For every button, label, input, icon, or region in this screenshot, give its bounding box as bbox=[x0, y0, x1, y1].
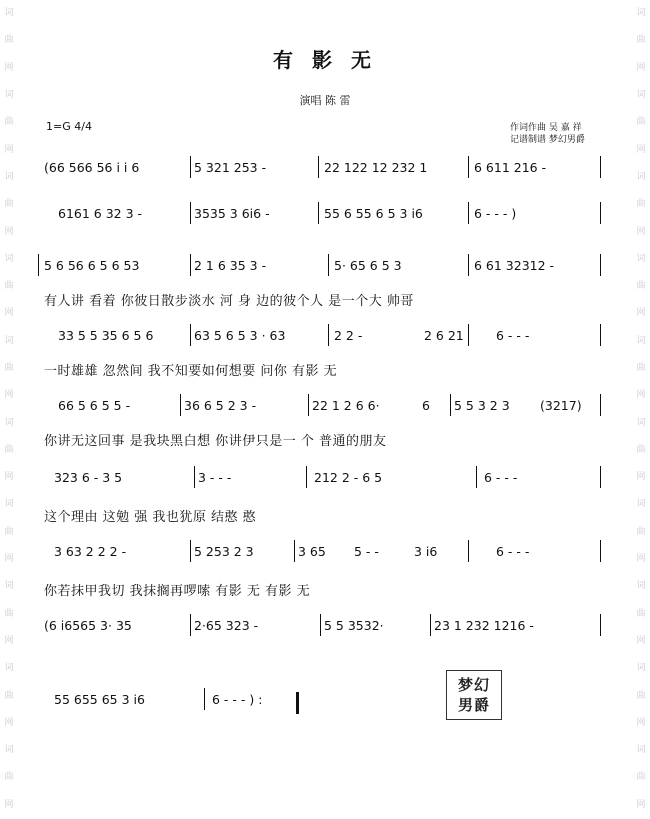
bar-line bbox=[468, 254, 469, 276]
watermark-glyph: 网 bbox=[636, 472, 646, 483]
measure-notation: 6 61 32312 - bbox=[474, 258, 555, 273]
bar-line bbox=[194, 466, 195, 488]
measure-notation: 5 6 56 6 5 6 53 bbox=[44, 258, 140, 273]
bar-line bbox=[600, 466, 601, 488]
bar-line bbox=[190, 324, 191, 346]
bar-line bbox=[600, 540, 601, 562]
bar-line bbox=[328, 324, 329, 346]
watermark-glyph: 词 bbox=[4, 90, 14, 101]
measure-notation: 33 5 5 35 6 5 6 bbox=[58, 328, 154, 343]
measure-notation: 5· 65 6 5 3 bbox=[334, 258, 402, 273]
bar-line bbox=[468, 202, 469, 224]
measure-notation: 2·65 323 - bbox=[194, 618, 259, 633]
bar-line bbox=[306, 466, 307, 488]
watermark-glyph: 网 bbox=[4, 308, 14, 319]
watermark-glyph: 网 bbox=[4, 472, 14, 483]
measure-notation: 6 - - - bbox=[496, 544, 530, 559]
measure-notation: 3 63 2 2 2 - bbox=[54, 544, 127, 559]
bar-line bbox=[600, 614, 601, 636]
watermark-glyph: 网 bbox=[4, 226, 14, 237]
score-staff-line bbox=[44, 328, 604, 348]
watermark-glyph: 词 bbox=[4, 8, 14, 19]
key-signature: 1=G 4/4 bbox=[46, 120, 92, 133]
measure-notation: 2 1 6 35 3 - bbox=[194, 258, 267, 273]
watermark-glyph: 曲 bbox=[4, 281, 14, 292]
watermark-glyph: 词 bbox=[4, 581, 14, 592]
watermark-glyph: 曲 bbox=[4, 35, 14, 46]
watermark-glyph: 词 bbox=[4, 499, 14, 510]
measure-notation: 2 2 - bbox=[334, 328, 363, 343]
watermark-glyph: 网 bbox=[636, 308, 646, 319]
watermark-glyph: 词 bbox=[636, 335, 646, 346]
bar-line bbox=[308, 394, 309, 416]
watermark-glyph: 网 bbox=[636, 799, 646, 810]
watermark-glyph: 网 bbox=[4, 635, 14, 646]
bar-line bbox=[450, 394, 451, 416]
bar-line bbox=[190, 254, 191, 276]
measure-notation: 5 - - bbox=[354, 544, 379, 559]
measure-notation: 3 65 bbox=[298, 544, 326, 559]
measure-notation: 3 - - - bbox=[198, 470, 232, 485]
bar-line bbox=[430, 614, 431, 636]
watermark-glyph: 曲 bbox=[4, 117, 14, 128]
measure-notation: (3217) bbox=[540, 398, 582, 413]
watermark-glyph: 词 bbox=[4, 335, 14, 346]
measure-notation: 3 i6 bbox=[414, 544, 438, 559]
bar-line bbox=[600, 156, 601, 178]
measure-notation: 55 6 55 6 5 3 i6 bbox=[324, 206, 423, 221]
score-staff-line bbox=[44, 618, 604, 638]
bar-line bbox=[600, 202, 601, 224]
watermark-glyph: 词 bbox=[4, 745, 14, 756]
watermark-glyph: 曲 bbox=[4, 608, 14, 619]
bar-line bbox=[600, 254, 601, 276]
watermark-glyph: 词 bbox=[636, 417, 646, 428]
bar-line bbox=[600, 394, 601, 416]
watermark-glyph: 网 bbox=[4, 62, 14, 73]
bar-line bbox=[190, 202, 191, 224]
watermark-glyph: 网 bbox=[636, 635, 646, 646]
measure-notation: 5 253 2 3 bbox=[194, 544, 254, 559]
measure-notation: 6 - - - ) : bbox=[212, 692, 263, 707]
measure-notation: 323 6 - 3 5 bbox=[54, 470, 123, 485]
watermark-glyph: 网 bbox=[636, 390, 646, 401]
watermark-glyph: 曲 bbox=[636, 772, 646, 783]
watermark-glyph: 网 bbox=[4, 554, 14, 565]
watermark-glyph: 网 bbox=[4, 144, 14, 155]
watermark-glyph: 词 bbox=[636, 663, 646, 674]
lyric-line: 一时雄雄 忽然间 我不知要如何想要 问你 有影 无 bbox=[44, 364, 338, 379]
bar-line bbox=[468, 156, 469, 178]
lyric-line: 这个理由 这勉 强 我也犹原 结憨 憨 bbox=[44, 510, 257, 525]
bar-line bbox=[294, 540, 295, 562]
credit-transcriber: 记谱制谱 梦幻男爵 bbox=[510, 135, 585, 145]
watermark-glyph: 曲 bbox=[636, 526, 646, 537]
watermark-glyph: 词 bbox=[636, 745, 646, 756]
measure-notation: 66 5 6 5 5 - bbox=[58, 398, 131, 413]
bar-line bbox=[318, 202, 319, 224]
bar-line bbox=[320, 614, 321, 636]
bar-line bbox=[190, 614, 191, 636]
watermark-glyph: 曲 bbox=[636, 444, 646, 455]
watermark-glyph: 网 bbox=[4, 799, 14, 810]
measure-notation: 55 655 65 3 i6 bbox=[54, 692, 145, 707]
watermark-glyph: 词 bbox=[636, 253, 646, 264]
watermark-glyph: 网 bbox=[636, 144, 646, 155]
measure-notation: 6 bbox=[422, 398, 430, 413]
watermark-glyph: 曲 bbox=[636, 199, 646, 210]
watermark-glyph: 网 bbox=[4, 717, 14, 728]
watermark-glyph: 曲 bbox=[4, 363, 14, 373]
measure-notation: 23 1 232 1216 - bbox=[434, 618, 534, 633]
measure-notation: 5 5 3532· bbox=[324, 618, 384, 633]
stamp-line-2: 男爵 bbox=[457, 696, 490, 714]
measure-notation: 22 1 2 6 6· bbox=[312, 398, 380, 413]
watermark-glyph: 曲 bbox=[636, 608, 646, 619]
bar-line bbox=[476, 466, 477, 488]
credit-composer: 作词作曲 吴 嘉 祥 bbox=[510, 123, 582, 133]
song-title: 有 影 无 bbox=[273, 48, 377, 72]
signature-stamp bbox=[446, 670, 502, 720]
measure-notation: 5 5 3 2 3 bbox=[454, 398, 510, 413]
score-staff-line bbox=[44, 160, 604, 180]
measure-notation: 2 6 21 bbox=[424, 328, 464, 343]
watermark-glyph: 词 bbox=[636, 8, 646, 19]
watermark-glyph: 曲 bbox=[636, 363, 646, 373]
watermark-glyph: 曲 bbox=[636, 35, 646, 46]
watermark-right bbox=[635, 0, 647, 819]
measure-notation: (66 566 56 i i 6 bbox=[44, 160, 140, 175]
watermark-glyph: 词 bbox=[636, 90, 646, 101]
watermark-glyph: 曲 bbox=[636, 281, 646, 292]
bar-line bbox=[180, 394, 181, 416]
watermark-glyph: 曲 bbox=[4, 526, 14, 537]
watermark-glyph: 曲 bbox=[4, 772, 14, 783]
lyric-line: 你讲无这回事 是我块黑白想 你讲伊只是一 个 普通的朋友 bbox=[44, 434, 387, 449]
watermark-glyph: 曲 bbox=[4, 690, 14, 701]
watermark-glyph: 曲 bbox=[636, 690, 646, 701]
watermark-glyph: 词 bbox=[636, 171, 646, 182]
measure-notation: 22 122 12 232 1 bbox=[324, 160, 428, 175]
watermark-glyph: 词 bbox=[4, 417, 14, 428]
measure-notation: 3535 3 6i6 - bbox=[194, 206, 270, 221]
score-staff-line bbox=[44, 398, 604, 418]
watermark-glyph: 词 bbox=[636, 499, 646, 510]
measure-notation: 36 6 5 2 3 - bbox=[184, 398, 257, 413]
bar-line bbox=[190, 540, 191, 562]
bar-line bbox=[600, 324, 601, 346]
watermark-glyph: 词 bbox=[4, 253, 14, 264]
final-bar-line bbox=[296, 692, 299, 714]
measure-notation: (6 i6565 3· 35 bbox=[44, 618, 132, 633]
stamp-line-1: 梦幻 bbox=[457, 676, 490, 694]
bar-line bbox=[38, 254, 39, 276]
measure-notation: 6 - - - ) bbox=[474, 206, 517, 221]
measure-notation: 6 - - - bbox=[484, 470, 518, 485]
watermark-glyph: 网 bbox=[636, 554, 646, 565]
measure-notation: 6 611 216 - bbox=[474, 160, 547, 175]
watermark-glyph: 曲 bbox=[4, 444, 14, 455]
score-staff-line bbox=[44, 692, 604, 712]
bar-line bbox=[468, 540, 469, 562]
bar-line bbox=[328, 254, 329, 276]
watermark-glyph: 网 bbox=[4, 390, 14, 401]
lyric-line: 你若抹甲我切 我抹搁再啰嗦 有影 无 有影 无 bbox=[44, 584, 311, 599]
lyric-line: 有人讲 看着 你彼日散步淡水 河 身 边的彼个人 是一个大 帅哥 bbox=[44, 294, 414, 309]
watermark-glyph: 网 bbox=[636, 62, 646, 73]
measure-notation: 63 5 6 5 3 · 63 bbox=[194, 328, 286, 343]
watermark-left bbox=[3, 0, 15, 819]
measure-notation: 6161 6 32 3 - bbox=[58, 206, 143, 221]
bar-line bbox=[468, 324, 469, 346]
watermark-glyph: 词 bbox=[4, 171, 14, 182]
measure-notation: 6 - - - bbox=[496, 328, 530, 343]
watermark-glyph: 词 bbox=[636, 581, 646, 592]
measure-notation: 212 2 - 6 5 bbox=[314, 470, 383, 485]
watermark-glyph: 曲 bbox=[4, 199, 14, 210]
watermark-glyph: 网 bbox=[636, 717, 646, 728]
bar-line bbox=[318, 156, 319, 178]
watermark-glyph: 网 bbox=[636, 226, 646, 237]
watermark-glyph: 词 bbox=[4, 663, 14, 674]
singer-line: 演唱 陈 雷 bbox=[299, 94, 351, 107]
measure-notation: 5 321 253 - bbox=[194, 160, 267, 175]
watermark-glyph: 曲 bbox=[636, 117, 646, 128]
score-staff-line bbox=[44, 470, 604, 490]
score-staff-line bbox=[44, 206, 604, 226]
bar-line bbox=[204, 688, 205, 710]
bar-line bbox=[190, 156, 191, 178]
score-staff-line bbox=[44, 258, 604, 278]
score-staff-line bbox=[44, 544, 604, 564]
